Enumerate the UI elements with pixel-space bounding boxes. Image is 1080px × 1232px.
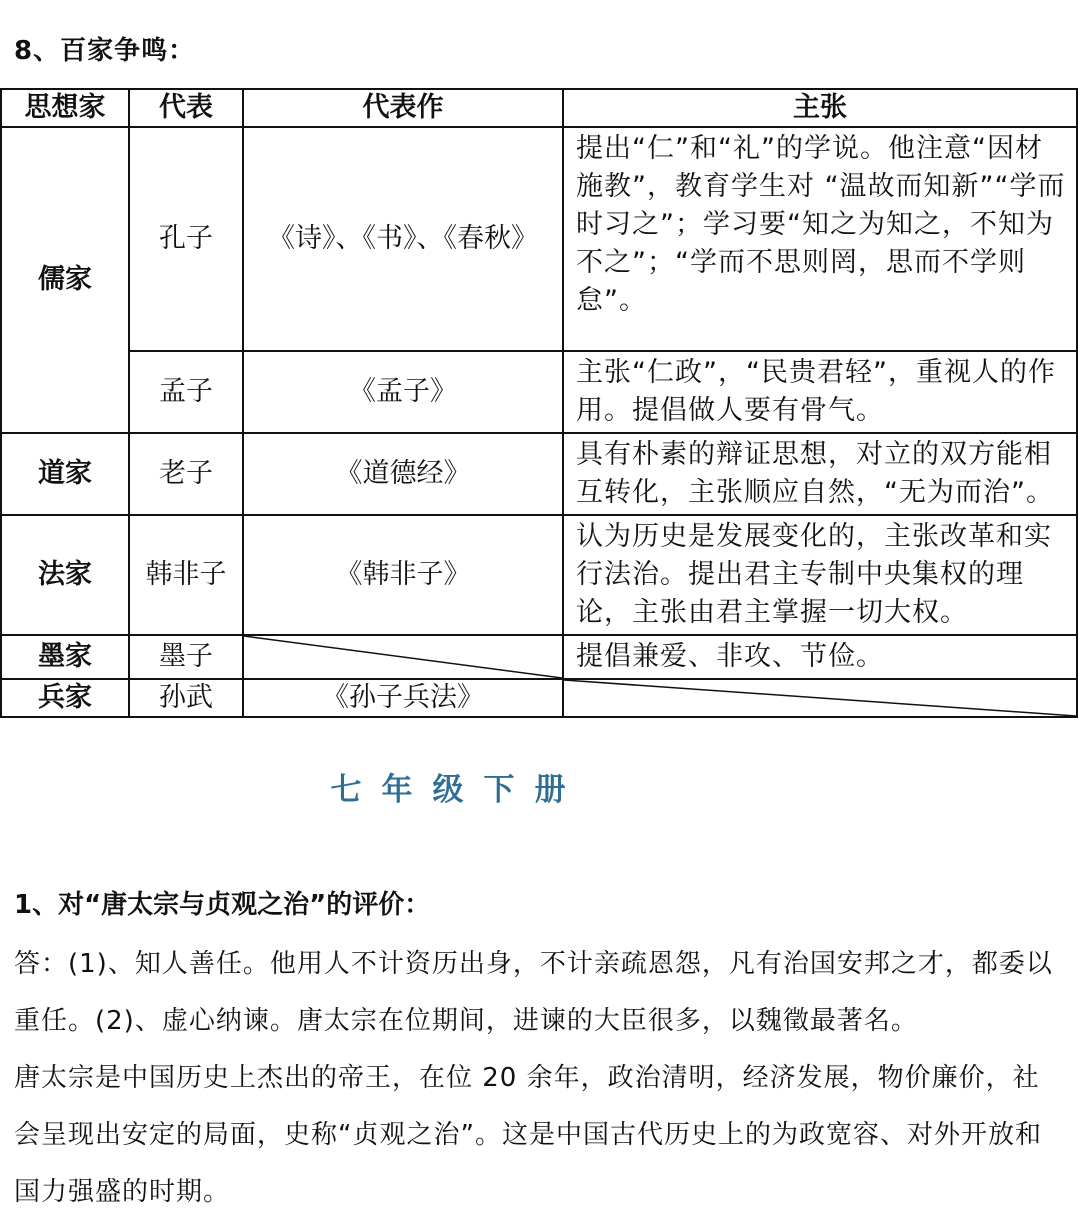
person-cell: 孟子 — [129, 351, 243, 433]
school-cell: 儒家 — [1, 127, 129, 433]
work-cell: 《孙子兵法》 — [243, 679, 563, 717]
claim-cell: 主张“仁政”，“民贵君轻”，重视人的作用。提倡做人要有骨气。 — [563, 351, 1077, 433]
person-cell: 老子 — [129, 433, 243, 515]
work-cell: 《诗》、《书》、《春秋》 — [243, 127, 563, 351]
work-cell: 《孟子》 — [243, 351, 563, 433]
claim-cell: 提倡兼爱、非攻、节俭。 — [563, 635, 1077, 679]
school-cell: 道家 — [1, 433, 129, 515]
table-row — [1, 515, 1077, 635]
table-row — [1, 433, 1077, 515]
claim-cell: 具有朴素的辩证思想，对立的双方能相互转化，主张顺应自然，“无为而治”。 — [563, 433, 1077, 515]
school-cell: 法家 — [1, 515, 129, 635]
answer-text — [14, 936, 1066, 1221]
school-cell: 墨家 — [1, 635, 129, 679]
person-cell: 孙武 — [129, 679, 243, 717]
section-title: 8、百家争鸣： — [14, 36, 196, 66]
header-thinker: 思想家 — [1, 89, 129, 127]
claim-cell: 提出“仁”和“礼”的学说。他注意“因材施教”，教育学生对 “温故而知新”“学而时习之”；学习要“知之为知之，不知为不之”；“学而不思则罔，思而不学则怠”。 — [563, 127, 1077, 351]
claim-cell: 认为历史是发展变化的，主张改革和实行法治。提出君主专制中央集权的理论，主张由君主掌握一切大权。 — [563, 515, 1077, 635]
person-cell: 韩非子 — [129, 515, 243, 635]
header-representative: 代表 — [129, 89, 243, 127]
diagonal-line — [244, 636, 562, 678]
work-cell: 《韩非子》 — [243, 515, 563, 635]
header-work: 代表作 — [243, 89, 563, 127]
table-row — [1, 679, 1077, 717]
empty-diagonal-cell — [243, 635, 563, 679]
hundred-schools-table — [0, 88, 1078, 718]
school-cell: 兵家 — [1, 679, 129, 717]
table-row — [1, 127, 1077, 351]
empty-diagonal-cell — [563, 679, 1077, 717]
answer-paragraph: 唐太宗是中国历史上杰出的帝王，在位 20 余年，政治清明，经济发展，物价廉价，社会呈现出安定的局面，史称“贞观之治”。这是中国古代历史上的为政宽容、对外开放和国力强盛的时期。 — [14, 1063, 1042, 1207]
work-cell: 《道德经》 — [243, 433, 563, 515]
diagonal-line — [564, 680, 1076, 716]
question-title: 1、对“唐太宗与贞观之治”的评价： — [14, 890, 431, 920]
table-row — [1, 351, 1077, 433]
answer-paragraph: 答：(1)、知人善任。他用人不计资历出身，不计亲疏恩怨，凡有治国安邦之才，都委以重任。(2)、虚心纳谏。唐太宗在位期间，进谏的大臣很多，以魏徵最著名。 — [14, 949, 1053, 1036]
header-claim: 主张 — [563, 89, 1077, 127]
grade-title: 七年级下册 — [330, 772, 586, 808]
table-row — [1, 635, 1077, 679]
table-header-row — [1, 89, 1077, 127]
person-cell: 墨子 — [129, 635, 243, 679]
person-cell: 孔子 — [129, 127, 243, 351]
